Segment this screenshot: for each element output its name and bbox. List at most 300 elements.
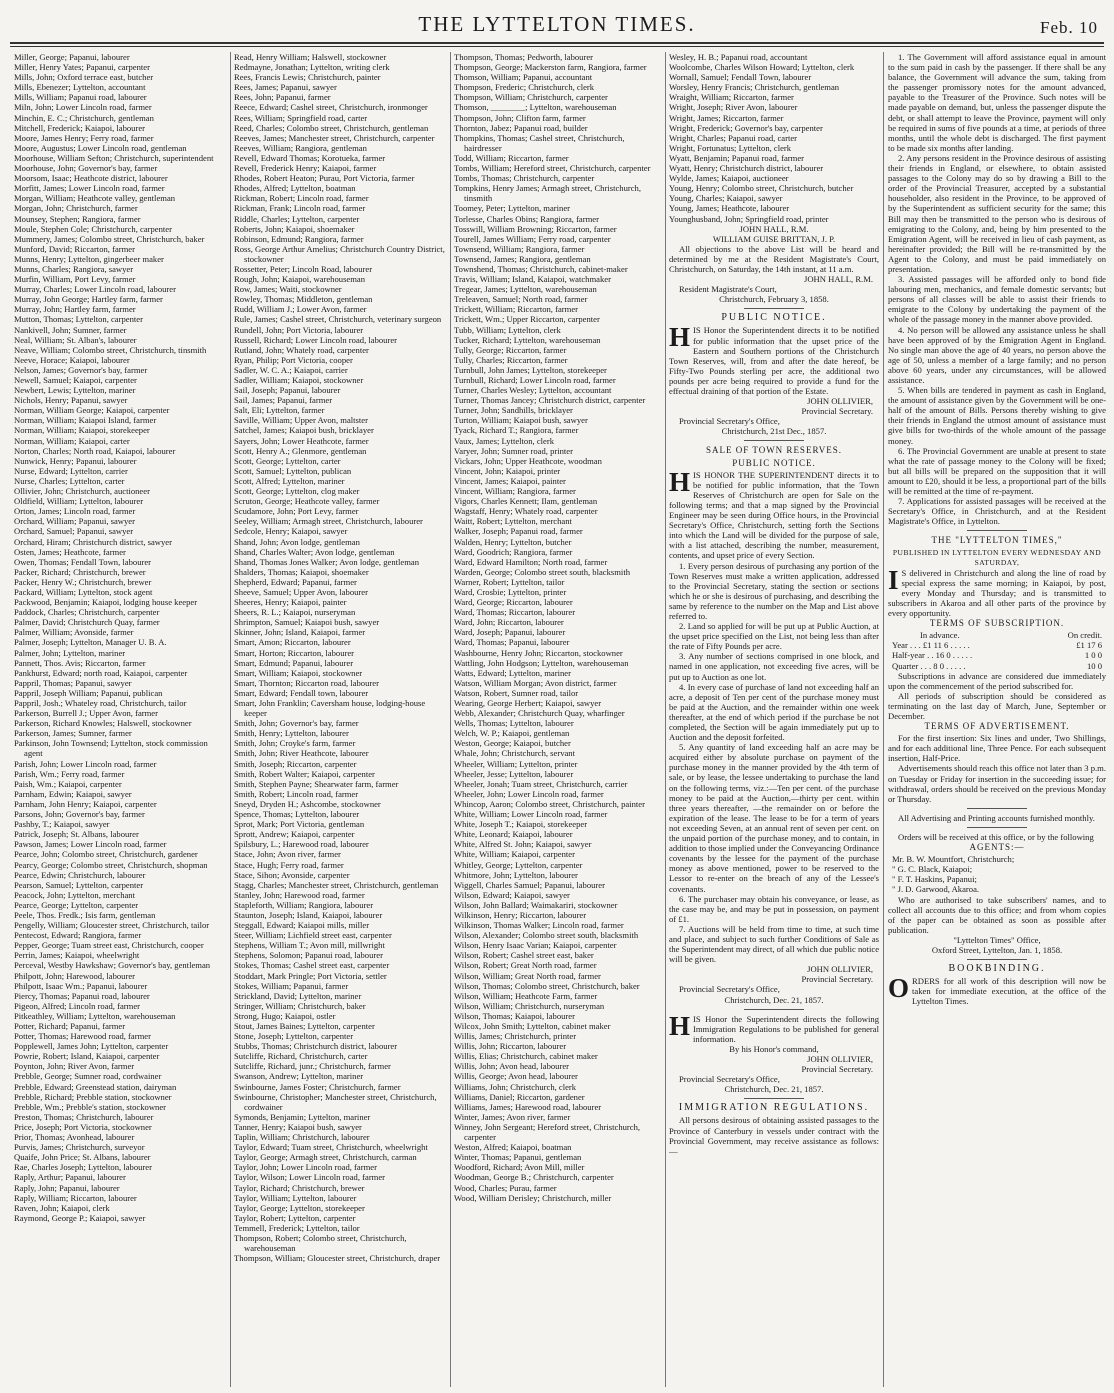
list-entry: Stanley, John; Harewood road, farmer bbox=[234, 889, 365, 900]
list-entry: Riddle, Charles; Lyttelton, carpenter bbox=[234, 213, 360, 224]
list-entry: Tyack, Richard T.; Rangiora, farmer bbox=[454, 425, 579, 436]
list-entry: Robinson, Edmund; Rangiora, farmer bbox=[234, 233, 364, 244]
newspaper-title: THE LYTTELTON TIMES. bbox=[418, 12, 696, 36]
list-entry: Revell, Frederick Henry; Kaiapoi, farmer bbox=[234, 163, 377, 174]
divider bbox=[967, 530, 1027, 531]
list-entry: Raply, Arthur; Papanui, labourer bbox=[14, 1172, 126, 1183]
list-entry: Orchard, William; Papanui, sawyer bbox=[14, 516, 135, 527]
list-entry: Taylor, Robert; Lyttelton, carpenter bbox=[234, 1212, 356, 1223]
list-entry: Tubb, William; Lyttelton, clerk bbox=[454, 324, 561, 335]
list-entry: Strickland, David; Lyttelton, mariner bbox=[234, 990, 362, 1001]
list-entry: Townsend, William; Rangiora, farmer bbox=[454, 243, 585, 254]
notice-text: S delivered in Christchurch and along the line of road by special express the same morning; in Kaiapoi, by post, every Monday and Thursday; and is transmitted to subscribers in Akaroa and all other parts of the province by every opportunity. bbox=[888, 567, 1106, 619]
list-entry: Sheers, R. L.; Kaiapoi, nurseryman bbox=[234, 607, 356, 618]
list-entry: Mitchell, Frederick; Kaiapoi, labourer bbox=[14, 122, 146, 133]
bookbinding-notice bbox=[888, 964, 1106, 1006]
list-entry: Wilson, John Ballard; Waimakariri, stockowner bbox=[454, 899, 618, 910]
list-entry: Ward, Joseph; Papanui, labourer bbox=[454, 627, 566, 638]
list-entry: Ward, Thomas; Riccarton, labourer bbox=[454, 607, 576, 618]
list-entry: Rhodes, Alfred; Lyttelton, boatman bbox=[234, 183, 356, 194]
list-entry: Ward, Edward Hamilton; North road, farmer bbox=[454, 556, 608, 567]
electoral-list-column-3 bbox=[454, 52, 663, 1387]
list-entry: Wood, Charles; Purau, farmer bbox=[454, 1182, 557, 1193]
list-entry: Tombs, Thomas; Christchurch, carpenter bbox=[454, 173, 595, 184]
list-entry: Taylor, Edward; Tuam street, Christchurch, wheelwright bbox=[234, 1142, 428, 1153]
list-entry: Staunton, Joseph; Island, Kaiapoi, labourer bbox=[234, 909, 383, 920]
notices-column bbox=[669, 52, 879, 1387]
list-entry: White, William; Lower Lincoln road, farmer bbox=[454, 809, 608, 820]
list-entry: Stagg, Charles; Manchester street, Christchurch, gentleman bbox=[234, 879, 439, 890]
credit-rate: £1 17 6 bbox=[1076, 640, 1102, 651]
list-entry: Murfin, William, Port Levy, farmer bbox=[14, 274, 136, 285]
list-entry: Swanson, Andrew; Lyttelton, mariner bbox=[234, 1071, 364, 1082]
list-entry: Wilkinson, Henry; Riccarton, labourer bbox=[454, 909, 587, 920]
list-entry: Ollivier, John; Christchurch, auctioneer bbox=[14, 486, 150, 497]
list-entry: Parnham, John Henry; Kaiapoi, carpenter bbox=[14, 798, 157, 809]
list-entry: Smith, Robert; Lincoln road, farmer bbox=[234, 788, 359, 799]
term-paragraph: 7. Auctions will be held from time to time, at such time and place, and subject to such further Conditions of Sale as the Superintendent may direct, of all which due public notice will be given. bbox=[669, 923, 879, 965]
regulations-list bbox=[888, 52, 1106, 526]
office-line: Resident Magistrate's Court, bbox=[679, 284, 777, 295]
list-entry: Tosswill, William Browning; Riccarton, farmer bbox=[454, 223, 617, 234]
list-entry: Willis, John; Avon head, labourer bbox=[454, 1061, 570, 1072]
notice-body bbox=[669, 1010, 879, 1044]
list-entry: Reece, Edward; Cashel street, Christchurch, ironmonger bbox=[234, 102, 428, 113]
list-entry: Nurse, Charles; Lyttelton, carter bbox=[14, 475, 125, 486]
list-entry: Pawson, James; Lower Lincoln road, farmer bbox=[14, 839, 167, 850]
list-entry: Winter, Thomas; Papanui, gentleman bbox=[454, 1152, 582, 1163]
column-divider bbox=[230, 52, 231, 1387]
list-entry: Newbert, Lewis; Lyttelton, mariner bbox=[14, 385, 136, 396]
list-entry: Munns, Charles; Rangiora, sawyer bbox=[14, 263, 134, 274]
list-entry: Trickett, Wm.; Upper Riccarton, carpenter bbox=[454, 314, 600, 325]
list-entry: Potter, Thomas; Harewood road, farmer bbox=[14, 1031, 151, 1042]
list-entry: Webb, Alexander; Christchurch Quay, wharfinger bbox=[454, 708, 625, 719]
list-entry: Skinner, John; Island, Kaiapoi, farmer bbox=[234, 627, 366, 638]
list-entry: Sutcliffe, Richard, junr.; Christchurch, farmer bbox=[234, 1061, 391, 1072]
list-entry: Mills, William; Papanui road, labourer bbox=[14, 92, 147, 103]
agent-entry: " G. C. Black, Kaiapoi; bbox=[892, 864, 973, 875]
list-entry: Scruton, George; Heathcote valley, farmer bbox=[234, 496, 380, 507]
notice-title: THE "LYTTELTON TIMES," bbox=[931, 535, 1063, 546]
list-entry: Mills, John; Oxford terrace east, butcher bbox=[14, 72, 154, 83]
section-title: AGENTS:— bbox=[969, 842, 1025, 853]
list-entry: Watson, William Morgan; Avon district, farmer bbox=[454, 677, 617, 688]
list-entry: Sutcliffe, Richard, Christchurch, carter bbox=[234, 1051, 368, 1062]
regulation-paragraph: 3. Assisted passages will be afforded only to bond fide labouring men, mechanics, and female domestic servants; but persons of all classes will be able to assist their friends to emigrate to the Colony by undertaking the payment of the whole of the passage money in the manner above provided. bbox=[888, 274, 1106, 325]
list-entry: Peacock, John; Lyttelton, merchant bbox=[14, 889, 135, 900]
list-entry: Tompkins, Henry James; Armagh street, Christchurch, tinsmith bbox=[454, 183, 641, 204]
list-entry: Pankhurst, Edward; north road, Kaiapoi, carpenter bbox=[14, 667, 188, 678]
list-entry: Piercy, Thomas; Papanui road, labourer bbox=[14, 990, 150, 1001]
list-entry: Newell, Samuel; Kaiapoi, carpenter bbox=[14, 375, 137, 385]
list-entry: Peele, Thos. Fredk.; Isis farm, gentleman bbox=[14, 909, 156, 920]
list-entry: Pearce, George; Lyttelton, carpenter bbox=[14, 899, 139, 910]
list-entry: Rudd, William J.; Lower Avon, farmer bbox=[234, 304, 367, 315]
list-entry: Parkerson, Richard Knowles; Halswell, stockowner bbox=[14, 718, 192, 729]
list-entry: Trickett, William; Riccarton, farmer bbox=[454, 304, 578, 315]
list-entry: Parkerson, James; Sumner, farmer bbox=[14, 728, 132, 739]
list-entry: Orton, James; Lincoln road, farmer bbox=[14, 506, 136, 517]
list-entry: Varyer, John; Sumner road, printer bbox=[454, 445, 573, 456]
list-entry: Scudamore, John; Port Levy, farmer bbox=[234, 506, 359, 517]
list-entry: Rae, Charles Joseph; Lyttelton, labourer bbox=[14, 1162, 152, 1173]
list-entry: Stephens, William T.; Avon mill, millwright bbox=[234, 940, 385, 951]
list-entry: Prebble, Wm.; Prebble's station, stockowner bbox=[14, 1101, 166, 1112]
table-row bbox=[888, 661, 1106, 671]
list-entry: Turner, Thomas Jancey; Christchurch district, carpenter bbox=[454, 395, 646, 406]
list-entry: White, Joseph T.; Kaiapoi, storekeeper bbox=[454, 819, 588, 830]
column-divider bbox=[883, 52, 884, 1387]
command-line: By his Honor's command, bbox=[729, 1043, 819, 1054]
list-entry: Minchin, E. C.; Christchurch, gentleman bbox=[14, 112, 154, 123]
list-entry: Thomson, William; Papanui, accountant bbox=[454, 72, 593, 83]
list-entry: Quaife, John Price; St. Albans, labourer bbox=[14, 1152, 151, 1163]
list-entry: Wright, James; Riccarton, farmer bbox=[669, 112, 784, 123]
list-entry: Stephens, Solomon; Papanui road, labourer bbox=[234, 950, 383, 961]
immigration-regulations bbox=[669, 1103, 879, 1155]
list-entry: Wood, William Derisley; Christchurch, miller bbox=[454, 1192, 612, 1203]
list-entry: Vaux, James; Lyttelton, clerk bbox=[454, 435, 554, 446]
list-entry: Turner, John; Sandhills, bricklayer bbox=[454, 405, 573, 416]
office-line: Provincial Secretary's Office, bbox=[679, 984, 780, 995]
list-entry: Willis, George; Avon head, labourer bbox=[454, 1071, 578, 1082]
list-entry: Purvis, James; Christchurch, surveyor bbox=[14, 1142, 145, 1153]
list-entry: Roberts, John; Kaiapoi, shoemaker bbox=[234, 223, 355, 234]
list-entry: Rees, John; Papanui, farmer bbox=[234, 92, 331, 103]
list-entry: Owen, Thomas; Fendall Town, labourer bbox=[14, 556, 152, 567]
list-entry: Sayers, John; Lower Heathcote, farmer bbox=[234, 435, 369, 446]
list-entry: Smith, Robert Walter; Kaiapoi, carpenter bbox=[234, 768, 375, 779]
notice-text: IS Honor the Superintendent directs it to be notified for public information that the upset price of the Eastern and Southern portions of the Christchurch Town Reserves, will, from and after the date hereof, be Fifty-Two Pounds sterling per acre, the additional two pounds per acre being required to provide a fund for the effectual draining of that portion of the Estate. bbox=[669, 325, 879, 396]
list-entry: Williams, James; Harewood road, labourer bbox=[454, 1101, 602, 1112]
signature: JOHN HALL, R.M. bbox=[804, 274, 873, 285]
list-entry: Thompson, William; Gloucester street, Christchurch, draper bbox=[234, 1253, 441, 1264]
list-entry: Mummery, James; Colombo street, Christchurch, baker bbox=[14, 233, 205, 244]
table-row bbox=[888, 640, 1106, 650]
column-divider bbox=[665, 52, 666, 1387]
list-entry: Thompson, William; Christchurch, carpenter bbox=[454, 92, 608, 103]
list-entry: Sadler, William; Kaiapoi, stockowner bbox=[234, 375, 364, 385]
list-entry: Whale, John; Christchurch, servant bbox=[454, 748, 575, 759]
list-entry: Washbourne, Henry John; Riccarton, stockowner bbox=[454, 647, 623, 658]
list-entry: Taylor, George; Lyttelton, storekeeper bbox=[234, 1202, 365, 1213]
list-entry: Nichols, Henry; Papanui, sawyer bbox=[14, 395, 128, 406]
list-entry: Smart, Edward; Fendall town, labourer bbox=[234, 687, 369, 698]
credit-rate: 1 0 0 bbox=[1084, 650, 1102, 661]
list-entry: Welch, W. P.; Kaiapoi, gentleman bbox=[454, 728, 570, 739]
list-entry: Tanner, Henry; Kaiapoi bush, sawyer bbox=[234, 1121, 362, 1132]
list-entry: Morgan, John; Christchurch, farmer bbox=[14, 203, 138, 214]
list-entry: Pappril, Joseph William; Papanui, publican bbox=[14, 687, 163, 698]
list-entry: Rutland, John; Whately road, carpenter bbox=[234, 344, 369, 355]
list-entry: Steggall, Edward; Kaiapoi mills, miller bbox=[234, 920, 370, 931]
list-entry: Paish, Wm.; Kaiapoi, carpenter bbox=[14, 778, 122, 789]
list-entry: Popplewell, James John; Lyttelton, carpenter bbox=[14, 1041, 169, 1052]
list-entry: Rickman, Robert; Lincoln road, farmer bbox=[234, 193, 369, 204]
agents-list bbox=[888, 842, 1106, 955]
list-entry: Osten, James; Heathcote, farmer bbox=[14, 546, 126, 557]
masthead bbox=[0, 0, 1114, 46]
list-entry: Swinbourne, Christopher; Manchester street, Christchurch, cordwainer bbox=[234, 1091, 437, 1112]
list-entry: Thompkins, Thomas; Cashel street, Christchurch, hairdresser bbox=[454, 132, 625, 153]
list-entry: Reeves, James; Manchester street, Christchurch, carpenter bbox=[234, 132, 435, 143]
list-entry: Weston, George; Kaiapoi, butcher bbox=[454, 738, 571, 749]
list-entry: Wyatt, Benjamin; Papanui road, farmer bbox=[669, 152, 805, 163]
list-entry: Norman, William; Kaiapoi, carter bbox=[14, 435, 130, 446]
list-entry: Weston, Alfred; Kaiapoi, boatman bbox=[454, 1142, 572, 1153]
list-entry: Pentecost, Edward; Rangiora, farmer bbox=[14, 930, 142, 941]
list-entry: Wraight, William; Riccarton, farmer bbox=[669, 92, 794, 103]
list-entry: Watson, Robert, Sumner road, tailor bbox=[454, 687, 579, 698]
list-entry: Oldfield, William; Lyttelton, labourer bbox=[14, 496, 144, 507]
date-line: Christchurch, 21st Dec., 1857. bbox=[721, 426, 827, 437]
list-entry: Nunwick, Henry; Papanui, labourer bbox=[14, 455, 137, 466]
list-entry: Rhodes, Robert Heaton; Purau, Port Victoria, farmer bbox=[234, 173, 415, 184]
header-rule-thin bbox=[10, 46, 1104, 47]
list-entry: Thompson, Robert; Colombo street, Christchurch, warehouseman bbox=[234, 1232, 407, 1254]
list-entry: Wilson, William; Christchurch, nurseryman bbox=[454, 1000, 605, 1011]
date-line: Christchurch, Dec. 21, 1857. bbox=[724, 994, 824, 1005]
list-entry: Scott, George; Lyttelton, carter bbox=[234, 455, 341, 466]
drop-cap: H bbox=[669, 1010, 691, 1041]
list-entry: Wright, Fortunatus; Lyttelton, clerk bbox=[669, 142, 792, 153]
divider bbox=[967, 808, 1027, 809]
list-entry: Taplin, William; Christchurch, labourer bbox=[234, 1132, 370, 1143]
regulation-paragraph: 6. The Provincial Government are unable at present to state what the rate of passage money to the Colony will be fixed; but all bills will be prepared on the supposition that it will amount to £20, should it be less, a proportional part of the bills will be remitted at the time of re-payment. bbox=[888, 445, 1106, 497]
list-entry: Munford, David; Riccarton, farmer bbox=[14, 243, 135, 254]
subscription-note: All periods of subscription should be considered as terminating on the last day of March, June, September or December. bbox=[888, 690, 1106, 721]
list-entry: Stone, Joseph; Lyttelton, carpenter bbox=[234, 1031, 354, 1042]
list-entry: Torlesse, Charles Obins; Rangiora, farmer bbox=[454, 213, 599, 224]
list-entry: Waitt, Robert; Lyttelton, merchant bbox=[454, 516, 572, 527]
list-entry: Williams, John; Christchurch, clerk bbox=[454, 1081, 577, 1092]
notice-text: RDERS for all work of this description will now be taken for immediate execution, at the office of the Lyttelton Times. bbox=[912, 976, 1106, 1007]
list-entry: Symonds, Benjamin; Lyttelton, mariner bbox=[234, 1111, 371, 1122]
term-paragraph: 5. Any quantity of land exceeding half an acre may be acquired either by absolute purchase on payment of the purchase money in the manner provided by the 4th term of sale, or by lease, the lessee undertaking to purchase the land on the following terms, viz.:—Ten per cent. of the purchase money to be paid at the Auction,—thirty per cent. within three years thereafter, —the remainder on or before the expiration of the lease. The lease to be for a term of years not exceeding Seven, at an annual rent of seven per cent. on the unpaid portion of the purchase money, and to contain, in addition to those implied under the Conveyancing Ordinance covenants by the lessee for the payment of the purchase money as above mentioned, power to be reserved to the Lessor to re-enter on the breach of any of the Lessee's covenants. bbox=[669, 742, 879, 894]
office-line: "Lyttelton Times" Office, bbox=[953, 934, 1041, 945]
list-entry: Temmell, Frederick; Lyttelton, tailor bbox=[234, 1222, 360, 1233]
list-entry: Sprott, Andrew; Kaiapoi, carpenter bbox=[234, 829, 355, 840]
list-entry: Thomson, ________; Lyttelton, warehouseman bbox=[454, 102, 617, 113]
list-entry: Turnbull, John James; Lyttelton, storekeeper bbox=[454, 364, 607, 375]
list-entry: Wylde, James; Kaiapoi, auctioneer bbox=[669, 173, 789, 184]
list-entry: Wornall, Samuel; Fendall Town, labourer bbox=[669, 72, 812, 83]
list-entry: Shepherd, Edward; Papanui, farmer bbox=[234, 576, 357, 587]
list-entry: Wattling, John Hodgson; Lyttelton, warehouseman bbox=[454, 657, 629, 668]
list-entry: Tombs, William; Hereford street, Christchurch, carpenter bbox=[454, 163, 651, 174]
table-row bbox=[888, 650, 1106, 660]
list-entry: Packwood, Benjamin; Kaiapoi, lodging house keeper bbox=[14, 597, 198, 608]
list-entry: Pannett, Thos. Avis; Riccarton, farmer bbox=[14, 657, 146, 668]
list-entry: Smith, Stephen Payne; Shearwater farm, farmer bbox=[234, 778, 399, 789]
list-entry: Sneyd, Dryden H.; Ashcombe, stockowner bbox=[234, 798, 381, 809]
list-entry: Spilsbury, L.; Harewood road, labourer bbox=[234, 839, 369, 850]
list-entry: Vickars, John; Upper Heathcote, woodman bbox=[454, 455, 602, 466]
list-entry: Neal, William; St. Alban's, labourer bbox=[14, 334, 137, 345]
column-header: On credit. bbox=[1067, 630, 1102, 641]
list-entry: Wyatt, Henry; Christchurch district, labourer bbox=[669, 163, 824, 174]
list-entry: Shrimpton, Samuel; Kaiapoi bush, sawyer bbox=[234, 617, 380, 628]
list-entry: Norton, Charles; North road, Kaiapoi, labourer bbox=[14, 445, 176, 456]
list-entry: Stace, Hugh; Ferry road, farmer bbox=[234, 859, 344, 870]
divider bbox=[744, 308, 804, 309]
notice-intro bbox=[669, 466, 879, 561]
agent-entries bbox=[888, 854, 1106, 894]
regulation-paragraph: 2. Any persons resident in the Province desirous of assisting their friends in England, or elsewhere, to obtain assisted passages to the Colony may do so by drawing a Bill to the order of the Provincial Treasurer, accepted by a substantial householder, also resident in the Province, to be approved of by the Superintendent as sufficient security for the same; this Bill may then be transmitted to the person who is desirous of emigrating to the Colony, and, being by him presented to the Emigration Agent, will be received in lieu of cash payment, as hereinafter provided; the Bill will be re-transmitted by the Agent to the Colony, and must be paid immediately on presentation. bbox=[888, 152, 1106, 274]
subscription-table bbox=[888, 640, 1106, 670]
list-entry: Morfitt, James; Lower Lincoln road, farmer bbox=[14, 183, 165, 194]
electoral-list-tail bbox=[669, 52, 879, 224]
list-entry: Rule, James; Cashel street, Christchurch, veterinary surgeon bbox=[234, 314, 442, 325]
list-entry: Parish, John; Lower Lincoln road, farmer bbox=[14, 758, 157, 769]
list-entry: Sprot, Mark; Port Victoria, gentleman bbox=[234, 819, 365, 830]
sale-of-town-reserves-notice bbox=[669, 445, 879, 1004]
list-entry: Watts, Edward; Lyttelton, mariner bbox=[454, 667, 571, 678]
list-entry: Stace, Sihon; Avonside, carpenter bbox=[234, 869, 350, 880]
notice-body bbox=[669, 322, 879, 396]
list-entry: Stout, James Baines; Lyttelton, carpenter bbox=[234, 1021, 375, 1031]
list-entry: Packer, Henry W.; Christchurch, brewer bbox=[14, 576, 152, 587]
list-entry: White, William; Kaiapoi, carpenter bbox=[454, 849, 575, 860]
list-entry: Ward, Goodrich; Rangiora, farmer bbox=[454, 546, 573, 557]
list-entry: Preston, Thomas; Christchurch, labourer bbox=[14, 1111, 154, 1122]
list-entry: Taylor, Richard; Christchurch, brewer bbox=[234, 1182, 365, 1193]
list-entry: Moore, Augustus; Lower Lincoln road, gentleman bbox=[14, 142, 187, 153]
list-entry: Tully, Charles; Riccarton, farmer bbox=[454, 354, 568, 365]
drop-cap: H bbox=[669, 322, 691, 353]
objections-paragraph: All objections to the above List will be heard and determined by me at the Resident Magistrate's Court, Christchurch, on Saturday, the 14th instant, at 11 a.m. bbox=[669, 243, 879, 274]
list-entry: Norman, William George; Kaiapoi, carpenter bbox=[14, 405, 170, 416]
list-entry: Parnham, Edwin; Kaiapoi, sawyer bbox=[14, 788, 132, 799]
list-entry: Tully, George; Riccarton, farmer bbox=[454, 344, 567, 355]
list-entry: Pappril, Thomas; Papanui, sawyer bbox=[14, 677, 132, 688]
subscription-note: Subscriptions in advance are considered due immediately upon the commencement of the period subscribed for. bbox=[888, 670, 1106, 691]
agent-entry: " J. D. Garwood, Akaroa. bbox=[892, 884, 980, 895]
regulations-and-terms-column bbox=[888, 52, 1106, 1387]
regulations-intro: All persons desirous of obtaining assisted passages to the Province of Canterbury in vessels under contract with the Provincial Government, may receive assistance as follows:— bbox=[669, 1115, 879, 1156]
list-entry: Nurse, Edward; Lyttelton, carrier bbox=[14, 465, 128, 476]
list-entry: Munns, Henry; Lyttelton, gingerbeer maker bbox=[14, 253, 164, 264]
list-entry: Miln, John; Lower Lincoln road, farmer bbox=[14, 102, 152, 113]
list-entry: Wheeler, Jonah; Tuam street, Christchurch, carrier bbox=[454, 778, 628, 789]
list-entry: Perceval, Westby Hawkshaw; Governor's bay, gentleman bbox=[14, 960, 211, 971]
list-entry: Sheeve, Samuel; Upper Avon, labourer bbox=[234, 586, 368, 597]
list-entry: Taylor, William; Lyttelton, labourer bbox=[234, 1192, 357, 1203]
list-entry: Wells, Thomas; Lyttelton, labourer bbox=[454, 718, 574, 729]
divider bbox=[967, 827, 1027, 828]
list-entry: Strong, Hugo; Kaiapoi, ostler bbox=[234, 1010, 336, 1021]
list-entry: Wilson, Thomas; Colombo street, Christchurch, baker bbox=[454, 980, 640, 991]
list-entry: Raply, John; Papanui, labourer bbox=[14, 1182, 120, 1193]
list-entry: Norman, William; Kaiapoi Island, farmer bbox=[14, 415, 157, 426]
list-entry: Miller, Henry Yates; Papanui, carpenter bbox=[14, 62, 150, 73]
column-header: In advance. bbox=[920, 630, 960, 641]
advert-paragraph: Advertisements should reach this office not later than 3 p.m. on Tuesday or Friday for insertion in the succeeding issue; for withdrawal, orders should be received on the previous Monday or Thursday. bbox=[888, 763, 1106, 804]
list-entry: Patrick, Joseph; St. Albans, labourer bbox=[14, 829, 139, 840]
term-paragraph: 1. Every person desirous of purchasing any portion of the Town Reserves must make a written application, addressed to the Provincial Secretary, stating the section or sections which he or she is desirous of purchasing, and describing the same by reference to the number on the Map and List above referred to. bbox=[669, 560, 879, 621]
list-entry: Vincent, William; Rangiora, farmer bbox=[454, 486, 576, 497]
list-entry: Pengelly, William; Gloucester street, Christchurch, tailor bbox=[14, 920, 210, 931]
list-entry: Spence, Thomas; Lyttelton, labourer bbox=[234, 809, 360, 820]
list-entry: Wright, Joseph; River Avon, labourer bbox=[669, 102, 798, 113]
list-entry: Wright, Charles; Papanui road, carter bbox=[669, 132, 798, 143]
list-entry: Willis, John; Riccarton, labourer bbox=[454, 1041, 567, 1052]
list-entry: Scott, Samuel; Lyttelton, publican bbox=[234, 465, 352, 476]
list-entry: Prebble, George; Sumner road, cordwainer bbox=[14, 1071, 162, 1082]
list-entry: Travis, William; Island, Kaiapoi, watchmaker bbox=[454, 274, 611, 285]
list-entry: Wilson, William; Great North road, farmer bbox=[454, 970, 601, 981]
list-entry: Potter, Richard; Papanui, farmer bbox=[14, 1021, 126, 1031]
date-line: Christchurch, February 3, 1858. bbox=[719, 294, 829, 305]
list-entry: Ross, George Arthur Amelius; Christchurch Country District, stockowner bbox=[234, 243, 445, 264]
list-entry: Thompson, John; Clifton farm, farmer bbox=[454, 112, 586, 123]
list-entry: Prebble, Edward; Greenstead station, dairyman bbox=[14, 1081, 177, 1092]
list-entry: Wheeler, William; Lyttelton, printer bbox=[454, 758, 578, 769]
signature: WILLIAM GUISE BRITTAN, J. P. bbox=[712, 233, 836, 244]
list-entry: Scott, George; Lyttelton, clog maker bbox=[234, 486, 360, 497]
list-entry: Turnbull, Richard; Lower Lincoln road, farmer bbox=[454, 375, 616, 385]
public-notice bbox=[669, 313, 879, 436]
list-entry: Satchel, James; Kaiapoi bush, bricklayer bbox=[234, 425, 374, 436]
list-entry: Shalders, Thomas; Kaiapoi, shoemaker bbox=[234, 566, 369, 577]
agent-entry: " F. T. Haskins, Papanui; bbox=[892, 874, 977, 885]
list-entry: Mills, Ebenezer; Lyttelton, accountant bbox=[14, 82, 146, 93]
list-entry: Parish, Wm.; Ferry road, farmer bbox=[14, 768, 125, 779]
list-entry: Taylor, John; Lower Lincoln road, farmer bbox=[234, 1162, 377, 1173]
list-entry: Packard, William; Lyttelton, stock agent bbox=[14, 586, 153, 597]
list-entry: Wilson, Alexander; Colombo street south, blacksmith bbox=[454, 930, 639, 941]
list-entry: Wearing, George Herbert; Kaiapoi, sawyer bbox=[454, 698, 602, 708]
term-paragraph: 2. Land so applied for will be put up at Public Auction, at the upset price specified on the List, not being less than after the rate of Fifty Pounds per acre. bbox=[669, 621, 879, 652]
notice-title: BOOKBINDING. bbox=[948, 963, 1046, 975]
list-entry: Murray, John George; Hartley farm, farmer bbox=[14, 294, 163, 305]
divider bbox=[744, 1098, 804, 1099]
signature-title: Provincial Secretary. bbox=[801, 406, 873, 417]
list-entry: Salt, Eli; Lyttelton, farmer bbox=[234, 405, 325, 416]
list-entry: Poynton, John; River Avon, farmer bbox=[14, 1061, 135, 1072]
electoral-list-column-2 bbox=[234, 52, 446, 1387]
list-entry: Russell, Richard; Lower Lincoln road, labourer bbox=[234, 334, 397, 345]
list-entry: Ward, Crosbie; Lyttelton, printer bbox=[454, 586, 567, 597]
list-entry: Ward, Thomas; Papanui, labourer bbox=[454, 637, 570, 648]
list-entry: Palmer, Joseph; Lyttelton, Manager U. B. A. bbox=[14, 637, 167, 648]
list-entry: White, Leonard; Kaiapoi, labourer bbox=[454, 829, 573, 840]
list-entry: Swinbourne, James Foster; Christchurch, farmer bbox=[234, 1081, 401, 1092]
notice-body bbox=[888, 973, 1106, 1007]
list-entry: Packer, Richard; Christchurch, brewer bbox=[14, 566, 146, 577]
list-entry: Winter, James; Avon river, farmer bbox=[454, 1111, 571, 1122]
term-paragraph: 6. The purchaser may obtain his conveyance, or lease, as the case may be, and may be put in possession, on payment of £1. bbox=[669, 893, 879, 924]
credit-rate: 10 0 bbox=[1086, 660, 1102, 671]
list-entry: Turton, William; Kaiapoi bush, sawyer bbox=[454, 415, 588, 426]
list-entry: Wheeler, Jesse; Lyttelton, labourer bbox=[454, 768, 574, 779]
list-entry: Taylor, George; Armagh street, Christchurch, carman bbox=[234, 1152, 417, 1163]
list-entry: Taylor, Wilson; Lower Lincoln road, farmer bbox=[234, 1172, 386, 1183]
list-entry: Pigeon, Alfred; Lincoln road, farmer bbox=[14, 1000, 141, 1011]
notice-text: IS HONOR THE SUPERINTENDENT directs it to be notified for public information, that the Town Reserves of Christchurch are open for Sale on the following terms; and that a map signed by the Provincial Engineer may be seen during Office hours, in the Provincial Secretary's Office, Christchurch, setting forth the Sections into which the Land will be divided for the purpose of sale, with a list attached, describing the number, measurement, contents, and upset price of every Section. bbox=[669, 469, 879, 561]
list-entry: Vigors, Charles Kennett; Ilam, gentleman bbox=[454, 496, 598, 507]
list-entry: Murray, John; Hartley farm, farmer bbox=[14, 304, 136, 315]
notice-text: IS Honor the Superintendent directs the following Immigration Regulations to be published for general information. bbox=[693, 1013, 879, 1044]
list-entry: Wilcox, John Smith; Lyttelton, cabinet maker bbox=[454, 1021, 611, 1031]
list-entry: Pitkeathley, William; Lyttelton, warehouseman bbox=[14, 1010, 176, 1021]
list-entry: Rundell, John; Port Victoria, labourer bbox=[234, 324, 364, 335]
list-entry: Tucker, Richard; Lyttelton, warehouseman bbox=[454, 334, 601, 345]
list-entry: Townsend, James; Rangiora, gentleman bbox=[454, 253, 591, 264]
list-entry: Treleaven, Samuel; North road, farmer bbox=[454, 294, 588, 305]
list-entry: Ward, John; Riccarton, labourer bbox=[454, 617, 564, 628]
